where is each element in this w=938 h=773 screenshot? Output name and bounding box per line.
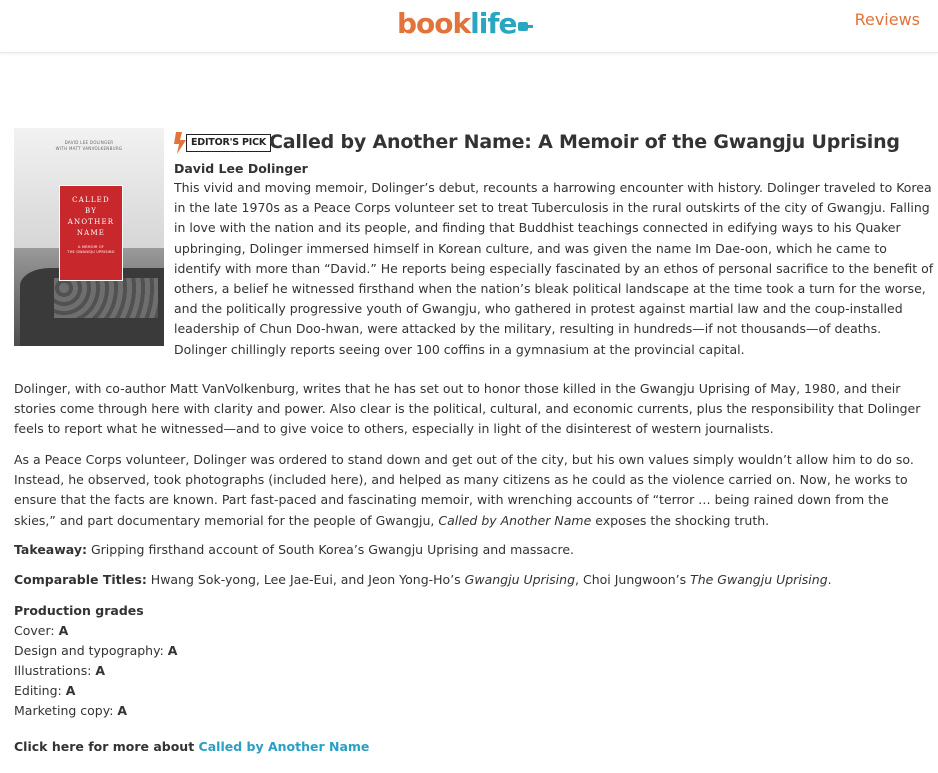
grade-label: Marketing copy: xyxy=(14,703,118,718)
comparable-text-1: Hwang Sok-yong, Lee Jae-Eui, and Jeon Yong-Ho’s xyxy=(146,572,465,587)
cover-title: CALLED BY ANOTHER NAME xyxy=(67,196,115,237)
grade-label: Design and typography: xyxy=(14,643,168,658)
comparable-title-1: Gwangju Uprising xyxy=(464,572,576,587)
cover-subtitle: A MEMOIR OF THE GWANGJU UPRISING xyxy=(67,245,115,254)
grade-label: Illustrations: xyxy=(14,663,96,678)
book-cover-image xyxy=(14,128,164,346)
grade-row xyxy=(14,661,105,681)
grade-row xyxy=(14,681,75,701)
comparable-text-3: . xyxy=(827,572,832,587)
top-navigation-bar xyxy=(0,0,938,53)
grade-row xyxy=(14,701,127,721)
more-about-text: Click here for more about xyxy=(14,739,199,754)
grade-value: A xyxy=(167,643,178,658)
grade-value: A xyxy=(95,663,106,678)
paragraph-3-text: As a Peace Corps volunteer, Dolinger was ordered to stand down and get out of the city, but his own values simply wouldn’t allow him to do so. Instead, he observed, took photographs (included here), and helped as many citizens as he could as the violence carried on. Now, he works to ensure that the facts are known. Part fast-paced and fascinating memoir, with wrenching accounts of “terror … being rained down from the skies,” and part documentary memorial for the people of Gwangju, xyxy=(14,452,914,528)
comparable-text-2: , Choi Jungwoon’s xyxy=(575,572,691,587)
grade-value: A xyxy=(117,703,128,718)
plug-icon xyxy=(518,22,528,31)
comparable-titles-line xyxy=(14,570,832,590)
cover-authors xyxy=(14,140,164,152)
paragraph-3-end: exposes the shocking truth. xyxy=(591,512,770,528)
comparable-titles-label: Comparable Titles: xyxy=(14,572,147,587)
logo-book-text: book xyxy=(397,7,471,40)
grade-row xyxy=(14,641,177,661)
production-grades-heading: Production grades xyxy=(14,603,144,618)
logo-life-text: life xyxy=(470,7,517,40)
cover-crowd xyxy=(54,278,158,318)
book-title: Called by Another Name: A Memoir of the Gwangju Uprising xyxy=(269,131,900,153)
nav-reviews-link[interactable]: Reviews xyxy=(854,10,920,29)
grade-label: Cover: xyxy=(14,623,59,638)
more-about-line xyxy=(14,737,369,757)
paragraph-3-book-title: Called by Another Name xyxy=(438,512,592,528)
grade-value: A xyxy=(65,683,76,698)
cover-coauthor-line: WITH MATT VANVOLKENBURG xyxy=(55,146,123,151)
book-author: David Lee Dolinger xyxy=(174,161,308,176)
takeaway-line xyxy=(14,540,574,560)
review-paragraph-3 xyxy=(14,450,932,531)
review-paragraph-1: This vivid and moving memoir, Dolinger’s debut, recounts a harrowing encounter with history. Dolinger traveled to Korea in the late 1970s as a Peace Corps volunteer set to treat Tuberculosis in the rural outskirts of the city of Gwangju. Falling in love with the nation and its people, and finding that Buddhist teachings connected in edifying ways to his Quaker upbringing, Dolinger immersed himself in Korean culture, and was given the name Im Dae-oon, which he came to identify with more than “David.” He reports being especially fascinated by an ethos of personal sacrifice to the benefit of others, a belief he witnessed firsthand when the nation’s bleak political landscape at the time took a turn for the worse, and the politically progressive youth of Gwangju, who gathered in protest against martial law and the coup-installed leadership of Chun Doo-hwan, were attacked by the military, resulting in hundreds—if not thousands—of deaths. Dolinger chillingly reports seeing over 100 coffins in a gymnasium at the provincial capital. xyxy=(174,180,934,357)
editors-pick-badge: EDITOR'S PICK xyxy=(186,134,271,152)
booklife-logo[interactable] xyxy=(397,6,528,42)
takeaway-label: Takeaway: xyxy=(14,542,87,557)
grade-row xyxy=(14,621,68,641)
grade-label: Editing: xyxy=(14,683,66,698)
comparable-title-2: The Gwangju Uprising xyxy=(690,572,828,587)
cover-title-box xyxy=(59,185,123,281)
grade-value: A xyxy=(58,623,69,638)
more-about-book-link[interactable]: Called by Another Name xyxy=(198,739,370,754)
review-paragraph-2: Dolinger, with co-author Matt VanVolkenburg, writes that he has set out to honor those killed in the Gwangju Uprising of May, 1980, and their stories come through here with clarity and power. Also clear is the political, cultural, and economic currents, plus the responsibility that Dolinger feels to report what he witnessed—and to give voice to others, especially in light of the disinterest of western journalists. xyxy=(14,381,921,437)
cover-author-line: DAVID LEE DOLINGER xyxy=(64,140,114,145)
takeaway-text: Gripping firsthand account of South Korea’s Gwangju Uprising and massacre. xyxy=(87,542,574,557)
